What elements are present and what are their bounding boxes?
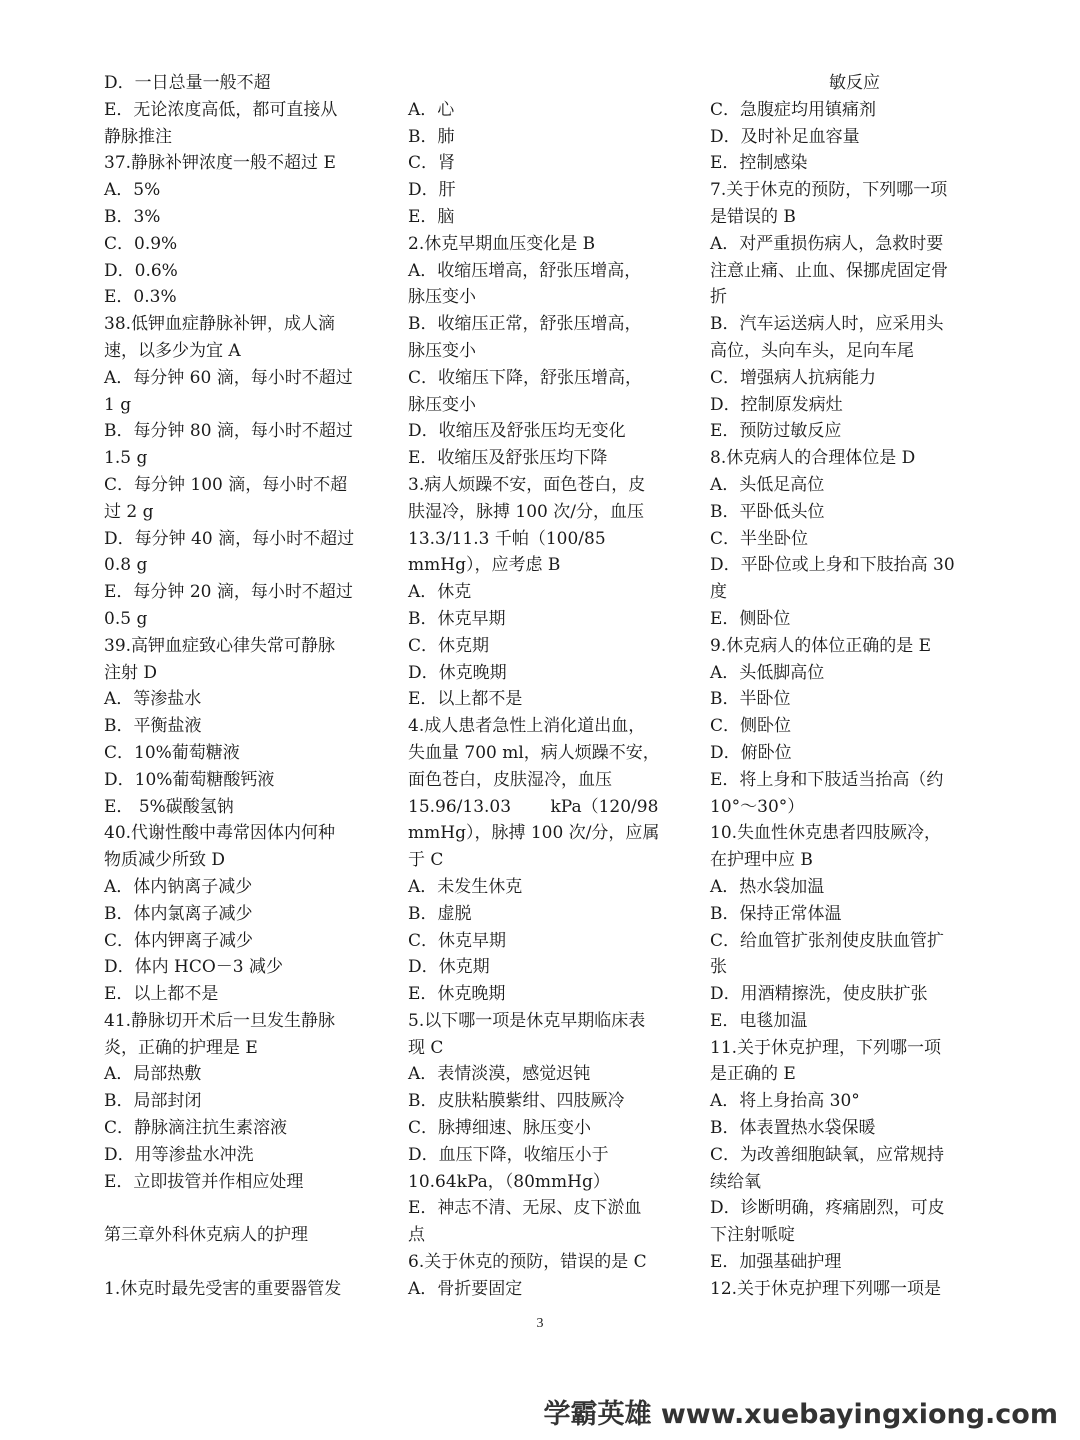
- text-line: B．半卧位: [710, 689, 791, 710]
- text-line: D．诊断明确，疼痛剧烈，可皮: [710, 1198, 945, 1219]
- text-line: 于 C: [408, 850, 444, 871]
- text-line: D．用等渗盐水冲洗: [104, 1144, 254, 1165]
- text-line: 1 g: [104, 394, 132, 415]
- text-line: C．脉搏细速、脉压变小: [408, 1118, 592, 1139]
- text-line: A．热水袋加温: [710, 876, 825, 897]
- text-line: [408, 70, 678, 97]
- text-line: A．骨折要固定: [408, 1278, 523, 1299]
- text-line: E．收缩压及舒张压均下降: [408, 448, 608, 469]
- text-line: C．收缩压下降，舒张压增高，: [408, 367, 643, 388]
- text-line: D．10%葡萄糖酸钙液: [104, 769, 275, 790]
- text-line: B．收缩压正常，舒张压增高，: [408, 314, 642, 335]
- text-line: 39.高钾血症致心律失常可静脉: [104, 635, 336, 656]
- text-line: 脉压变小: [408, 394, 476, 415]
- text-line: 速，以多少为宜 A: [104, 340, 241, 361]
- text-line: 炎，正确的护理是 E: [104, 1037, 258, 1058]
- text-line: E．脑: [408, 206, 455, 227]
- text-line: 2.休克早期血压变化是 B: [408, 233, 596, 254]
- text-line: 10°～30°）: [710, 796, 805, 817]
- text-line: 9.休克病人的体位正确的是 E: [710, 635, 932, 656]
- text-line: C．休克早期: [408, 930, 507, 951]
- text-line: C．体内钾离子减少: [104, 930, 254, 951]
- text-line: 折: [710, 287, 727, 308]
- text-line: C．10%葡萄糖液: [104, 742, 240, 763]
- text-line: C．给血管扩张剂使皮肤血管扩: [710, 930, 945, 951]
- text-line: 高位，头向车头，足向车尾: [710, 340, 914, 361]
- text-line: C．急腹症均用镇痛剂: [710, 99, 877, 120]
- text-line: E．预防过敏反应: [710, 421, 842, 442]
- text-line: E．立即拔管并作相应处理: [104, 1171, 304, 1192]
- text-line: B．平衡盐液: [104, 716, 202, 737]
- text-line: A．未发生休克: [408, 876, 523, 897]
- text-line: 是错误的 B: [710, 206, 796, 227]
- text-line: 6.关于休克的预防，错误的是 C: [408, 1252, 647, 1273]
- text-line: 度: [710, 582, 727, 603]
- text-line: E．侧卧位: [710, 608, 791, 629]
- text-line: A．每分钟 60 滴，每小时不超过: [104, 367, 353, 388]
- text-line: A．将上身抬高 30°: [710, 1091, 860, 1112]
- text-line: E．休克晚期: [408, 984, 506, 1005]
- text-line: A．收缩压增高，舒张压增高，: [408, 260, 642, 281]
- text-line: D．一日总量一般不超: [104, 73, 271, 93]
- text-line: B．3%: [104, 206, 161, 227]
- text-line: 物质减少所致 D: [104, 850, 226, 871]
- text-line: C．肾: [408, 153, 456, 174]
- text-line: 敏反应: [829, 73, 880, 93]
- text-line: E．以上都不是: [104, 984, 219, 1005]
- text-line: A．头低脚高位: [710, 662, 825, 683]
- text-line: D．休克期: [408, 957, 490, 978]
- text-line: 41.静脉切开术后一旦发生静脉: [104, 1010, 336, 1031]
- text-line: B．汽车运送病人时，应采用头: [710, 314, 944, 335]
- text-line: 1.5 g: [104, 448, 148, 469]
- text-line: B．肺: [408, 126, 455, 147]
- text-line: E． 5%碳酸氢钠: [104, 796, 234, 817]
- text-line: E．以上都不是: [408, 689, 523, 710]
- text-line: A．等渗盐水: [104, 689, 202, 710]
- text-line: E．控制感染: [710, 153, 808, 174]
- text-line: 11.关于休克护理，下列哪一项: [710, 1037, 942, 1058]
- text-line: A．心: [408, 99, 455, 120]
- text-line: 7.关于休克的预防，下列哪一项: [710, 180, 948, 201]
- text-line: B．体表置热水袋保暖: [710, 1118, 876, 1139]
- text-line: 是正确的 E: [710, 1064, 796, 1085]
- text-line: D．每分钟 40 滴，每小时不超过: [104, 528, 355, 549]
- text-line: D．用酒精擦洗，使皮肤扩张: [710, 984, 928, 1005]
- text-line: C．每分钟 100 滴，每小时不超: [104, 474, 348, 495]
- text-line: C．半坐卧位: [710, 528, 809, 549]
- text-line: D．0.6%: [104, 260, 178, 281]
- text-line: D．平卧位或上身和下肢抬高 30: [710, 555, 955, 576]
- text-line: 40.代谢性酸中毒常因体内何种: [104, 823, 336, 844]
- text-line: E．电毯加温: [710, 1010, 808, 1031]
- text-line: 注射 D: [104, 662, 158, 683]
- column-middle: [408, 70, 678, 1303]
- text-line: A．表情淡漠，感觉迟钝: [408, 1064, 591, 1085]
- text-line: 4.成人患者急性上消化道出血，: [408, 716, 646, 737]
- text-line: E．将上身和下肢适当抬高（约: [710, 769, 944, 790]
- text-line: 肤湿冷，脉搏 100 次/分，血压: [408, 501, 644, 522]
- column-left: [104, 70, 374, 1303]
- text-line: 过 2 g: [104, 501, 154, 522]
- text-line: B．平卧低头位: [710, 501, 825, 522]
- text-line: A．休克: [408, 582, 472, 603]
- text-line: A．对严重损伤病人，急救时要: [710, 233, 944, 254]
- text-line: 38.低钾血症静脉补钾，成人滴: [104, 314, 336, 335]
- text-line: A．头低足高位: [710, 474, 825, 495]
- text-line: E．0.3%: [104, 287, 177, 308]
- text-line: 0.5 g: [104, 608, 148, 629]
- text-line: 0.8 g: [104, 555, 148, 576]
- text-line: 37.静脉补钾浓度一般不超过 E: [104, 153, 336, 174]
- text-line: B．皮肤粘膜紫绀、四肢厥冷: [408, 1091, 625, 1112]
- text-line: D．肝: [408, 180, 456, 201]
- text-line: B．体内氯离子减少: [104, 903, 253, 924]
- text-line: A．5%: [104, 180, 161, 201]
- text-line: E．每分钟 20 滴，每小时不超过: [104, 582, 353, 603]
- text-line: E．加强基础护理: [710, 1252, 842, 1273]
- text-line: mmHg），脉搏 100 次/分，应属: [408, 823, 660, 844]
- text-line: 静脉推注: [104, 126, 172, 147]
- text-line: 1.休克时最先受害的重要器管发: [104, 1278, 342, 1299]
- text-line: D．俯卧位: [710, 742, 792, 763]
- text-line: B．休克早期: [408, 608, 506, 629]
- text-line: 面色苍白，皮肤湿冷，血压: [408, 769, 612, 790]
- page-number: 3: [536, 1316, 544, 1331]
- text-line: 在护理中应 B: [710, 850, 813, 871]
- text-line: C．增强病人抗病能力: [710, 367, 877, 388]
- text-line: E．神志不清、无尿、皮下淤血: [408, 1198, 642, 1219]
- text-line: 点: [408, 1225, 425, 1246]
- text-line: B．虚脱: [408, 903, 472, 924]
- watermark: 学霸英雄 www.xuebayingxiong.com: [543, 1399, 1058, 1430]
- text-line: D．血压下降，收缩压小于: [408, 1144, 609, 1165]
- text-line: 12.关于休克护理下列哪一项是: [710, 1278, 942, 1299]
- text-line: 注意止痛、止血、保挪虎固定骨: [710, 260, 948, 281]
- text-line: C．侧卧位: [710, 716, 792, 737]
- text-line: 5.以下哪一项是休克早期临床表: [408, 1010, 646, 1031]
- text-line: C．静脉滴注抗生素溶液: [104, 1118, 288, 1139]
- text-line: 10.失血性休克患者四肢厥冷，: [710, 823, 942, 844]
- column-right: [710, 70, 980, 1303]
- text-line: C．为改善细胞缺氧，应常规持: [710, 1144, 945, 1165]
- text-line: 张: [710, 957, 727, 978]
- text-line: 现 C: [408, 1037, 444, 1058]
- text-line: C．休克期: [408, 635, 490, 656]
- text-line: 13.3/11.3 千帕（100/85: [408, 528, 606, 549]
- text-line: 10.64kPa，（80mmHg）: [408, 1171, 610, 1192]
- text-line: A．局部热敷: [104, 1064, 202, 1085]
- text-line: D．体内 HCO－3 减少: [104, 957, 284, 978]
- text-line: D．控制原发病灶: [710, 394, 843, 415]
- text-line: D．休克晚期: [408, 662, 507, 683]
- text-line: B．每分钟 80 滴，每小时不超过: [104, 421, 353, 442]
- text-line: E．无论浓度高低，都可直接从: [104, 99, 338, 120]
- text-line: 续给氧: [710, 1171, 761, 1192]
- text-line: D．收缩压及舒张压均无变化: [408, 421, 626, 442]
- text-line: 8.休克病人的合理体位是 D: [710, 448, 916, 469]
- text-line: 脉压变小: [408, 287, 476, 308]
- text-line: C．0.9%: [104, 233, 178, 254]
- text-line: 脉压变小: [408, 340, 476, 361]
- text-line: 失血量 700 ml，病人烦躁不安，: [408, 742, 660, 763]
- text-line: B．保持正常体温: [710, 903, 842, 924]
- text-line: B．局部封闭: [104, 1091, 202, 1112]
- text-line: mmHg），应考虑 B: [408, 555, 561, 576]
- text-line: D．及时补足血容量: [710, 126, 860, 147]
- text-line: 下注射哌啶: [710, 1225, 795, 1246]
- text-line: A．体内钠离子减少: [104, 876, 253, 897]
- text-line: 3.病人烦躁不安，面色苍白，皮: [408, 474, 646, 495]
- text-line: 15.96/13.03 kPa（120/98: [408, 796, 659, 817]
- text-line: 第三章外科休克病人的护理: [104, 1225, 308, 1246]
